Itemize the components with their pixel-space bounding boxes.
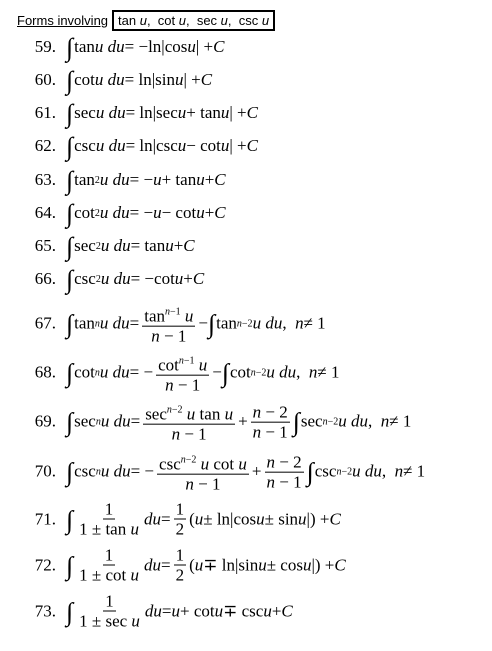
- formula-expression: ∫ 1 1 ± cot u du = 1 2 ( u ∓ ln|sin u ± cos u |) + C: [66, 545, 346, 585]
- formula-61: [0, 100, 258, 126]
- formula-60: [0, 67, 212, 93]
- formula-number: 69.: [34, 412, 56, 431]
- formula-72: [0, 546, 346, 585]
- section-title: Forms involving: [17, 12, 109, 28]
- formula-number: 73.: [34, 601, 56, 620]
- formula-number: 71.: [34, 509, 56, 528]
- formula-71: [0, 500, 341, 539]
- formula-expression: ∫ csc n u du = − $\csc^{n-2} u$ cot u n − 1 + n − 2 n − 1 ∫ csc n−2 u du , n ≠ 1: [66, 452, 426, 494]
- formula-68: [0, 352, 340, 395]
- formula-number: 66.: [34, 269, 56, 288]
- formula-number: 61.: [34, 103, 56, 122]
- formula-number: 65.: [34, 236, 56, 255]
- formula-expression: ∫ sec 2 u du = tan u + C: [66, 232, 195, 261]
- formula-expression: ∫ sec n u du = $\sec^{n-2} u$ tan u n − 1 + n − 2 n − 1 ∫ sec n−2 u du , n ≠ 1: [66, 402, 412, 444]
- formula-expression: ∫ csc u du = ln|csc u − cot u | + C: [66, 132, 258, 161]
- formula-expression: ∫ tan n u du = $\tan^{n-1} u$ n − 1 − ∫ tan n−2 u du , n ≠ 1: [66, 303, 326, 346]
- formula-expression: ∫ 1 1 ± sec u du = u + cot u ∓ csc u + C: [66, 591, 293, 631]
- formula-expression: ∫ sec u du = ln|sec u + tan u | + C: [66, 99, 258, 128]
- formula-expression: ∫ cot 2 u du = − u − cot u + C: [66, 199, 226, 228]
- formula-expression: ∫ csc 2 u du = −cot u + C: [66, 265, 205, 294]
- formula-70: [0, 451, 425, 494]
- formula-number: 60.: [34, 70, 56, 89]
- section-header: [17, 9, 275, 31]
- formula-expression: ∫ 1 1 ± tan u du = 1 2 ( u ± ln|cos u ± sin u |) + C: [66, 499, 341, 539]
- formula-63: [0, 167, 226, 193]
- formula-expression: ∫ cot n u du = − $\cot^{n-1} u$ n − 1 − ∫ cot n−2 u du , n ≠ 1: [66, 352, 340, 395]
- formula-number: 59.: [34, 37, 56, 56]
- formula-67: [0, 303, 326, 346]
- formula-number: 68.: [34, 363, 56, 382]
- formula-66: [0, 266, 204, 292]
- formula-number: 63.: [34, 170, 56, 189]
- formula-expression: ∫ cot u du = ln|sin u | + C: [66, 66, 213, 95]
- formula-73: [0, 592, 293, 631]
- formula-number: 64.: [34, 203, 56, 222]
- formula-59: [0, 34, 224, 60]
- formula-69: [0, 401, 411, 444]
- formula-number: 67.: [34, 314, 56, 333]
- formula-number: 72.: [34, 555, 56, 574]
- formula-65: [0, 233, 195, 259]
- formula-number: 70.: [34, 462, 56, 481]
- formula-62: [0, 133, 258, 159]
- functions-box: tan u, cot u, sec u, csc u: [112, 10, 275, 31]
- formula-expression: ∫ tan u du = −ln|cos u | + C: [66, 33, 225, 62]
- formula-expression: ∫ tan 2 u du = − u + tan u + C: [66, 166, 226, 195]
- formula-number: 62.: [34, 136, 56, 155]
- formula-64: [0, 200, 226, 226]
